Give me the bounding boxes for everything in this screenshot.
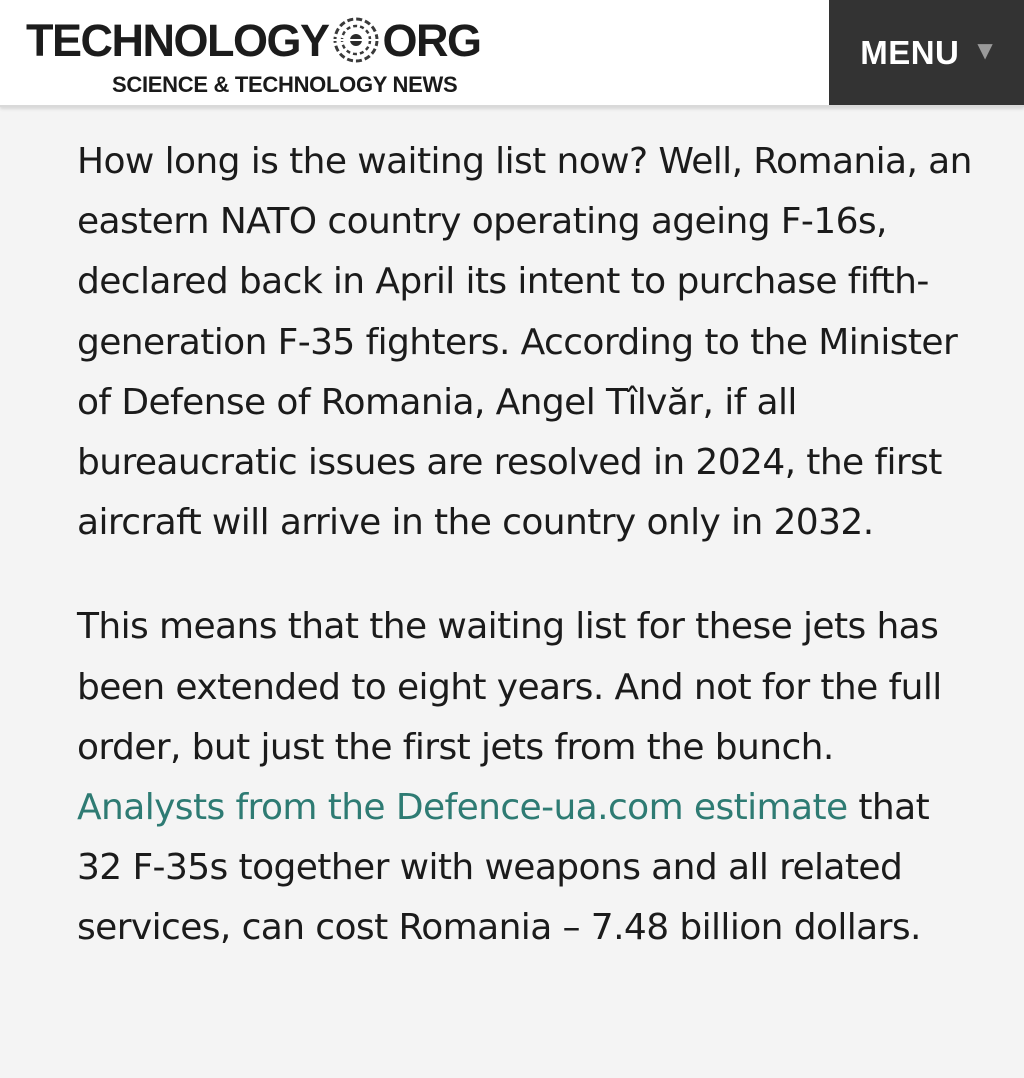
menu-button[interactable] xyxy=(829,0,1024,105)
logo-tagline: SCIENCE & TECHNOLOGY NEWS xyxy=(112,72,458,97)
site-logo[interactable] xyxy=(26,12,486,100)
globe-dot-icon xyxy=(331,15,381,65)
site-header xyxy=(0,0,1024,107)
analysts-estimate-link[interactable]: Analysts from the Defence-ua.com estimate xyxy=(77,787,848,829)
article-paragraph xyxy=(77,597,977,958)
logo-word-technology: TECHNOLOGY xyxy=(26,14,329,66)
article-body xyxy=(77,132,977,1003)
logo-wordmark xyxy=(26,12,486,68)
paragraph-text: that 32 F-35s together with weapons and all related services, can cost Romania – 7.48 billion dollars. xyxy=(77,787,930,949)
article-paragraph: How long is the waiting list now? Well, Romania, an eastern NATO country operating ageing F-16s, declared back in April its intent to purchase fifth-generation F-35 fighters. According to the Minister of Defense of Romania, Angel Tîlvăr, if all bureaucratic issues are resolved in 2024, the first aircraft will arrive in the country only in 2032. xyxy=(77,141,972,544)
paragraph-text: This means that the waiting list for these jets has been extended to eight years. And not for the full order, but just the first jets from the bunch. xyxy=(77,606,942,768)
logo-word-org: ORG xyxy=(382,14,481,66)
menu-label: MENU xyxy=(860,33,960,71)
caret-down-icon: ▼ xyxy=(977,37,993,62)
